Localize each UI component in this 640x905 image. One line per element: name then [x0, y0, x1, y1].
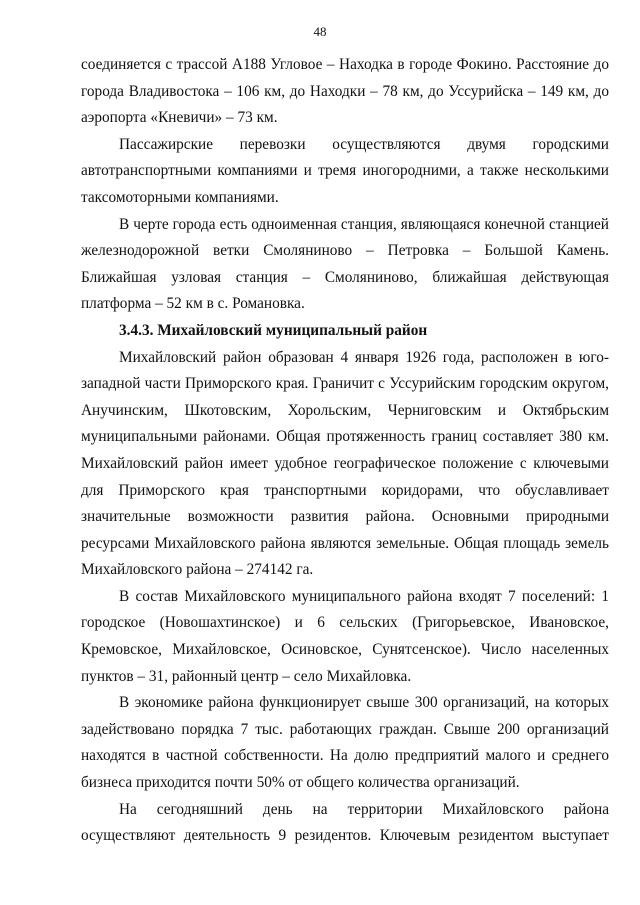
paragraph-settlements: В состав Михайловского муниципального района входят 7 поселений: 1 городское (Новошахтинское) и 6 сельских (Григорьевское, Ивановское, Кремовское, Михайловское, Осиновское, Сунятсенское). Число населенных пунктов – 31, районный центр – село Михайловка.	[81, 587, 609, 685]
paragraph-district-overview: Михайловский район образован 4 января 1926 года, расположен в юго-западной части Приморского края. Граничит с Уссурийским городским округом, Анучинским, Шкотовским, Хорольским, Черниговским и Октябрьским муниципальными районами. Общая протяженность границ составляет 380 км. Михайловский район имеет удобное географическое положение с ключевыми для Приморского края транспортными коридорами, что обуславливает значительные возможности развития района. Основными природными ресурсами Михайловского района являются земельные. Общая площадь земель Михайловского района – 274142 га.	[81, 348, 609, 579]
paragraph-passenger-transport: Пассажирские перевозки осуществляются двумя городскими автотранспортными компаниями и тремя иногородними, а также несколькими таксомоторными компаниями.	[81, 135, 609, 206]
section-heading: 3.4.3. Михайловский муниципальный район	[119, 321, 428, 339]
paragraph-railway-station: В черте города есть одноименная станция, являющаяся конечной станцией железнодорожной ветки Смоляниново – Петровка – Большой Камень. Ближайшая узловая станция – Смоляниново, ближайшая действующая платформа – 52 км в с. Романовка.	[81, 215, 609, 313]
page-body	[81, 52, 609, 850]
page-number: 48	[313, 24, 327, 39]
paragraph-transport-distances: соединяется с трассой А188 Угловое – Находка в городе Фокино. Расстояние до города Владивостока – 106 км, до Находки – 78 км, до Уссурийска – 149 км, до аэропорта «Кневичи» – 73 км.	[81, 56, 609, 127]
paragraph-economy: В экономике района функционирует свыше 300 организаций, на которых задействовано порядка 7 тыс. работающих граждан. Свыше 200 организаций находятся в частной собственности. На долю предприятий малого и среднего бизнеса приходится почти 50% от общего количества организаций.	[81, 694, 609, 792]
paragraph-residents: На сегодняшний день на территории Михайловского района осуществляют деятельность 9 резидентов. Ключевым резидентом выступает	[81, 800, 609, 845]
